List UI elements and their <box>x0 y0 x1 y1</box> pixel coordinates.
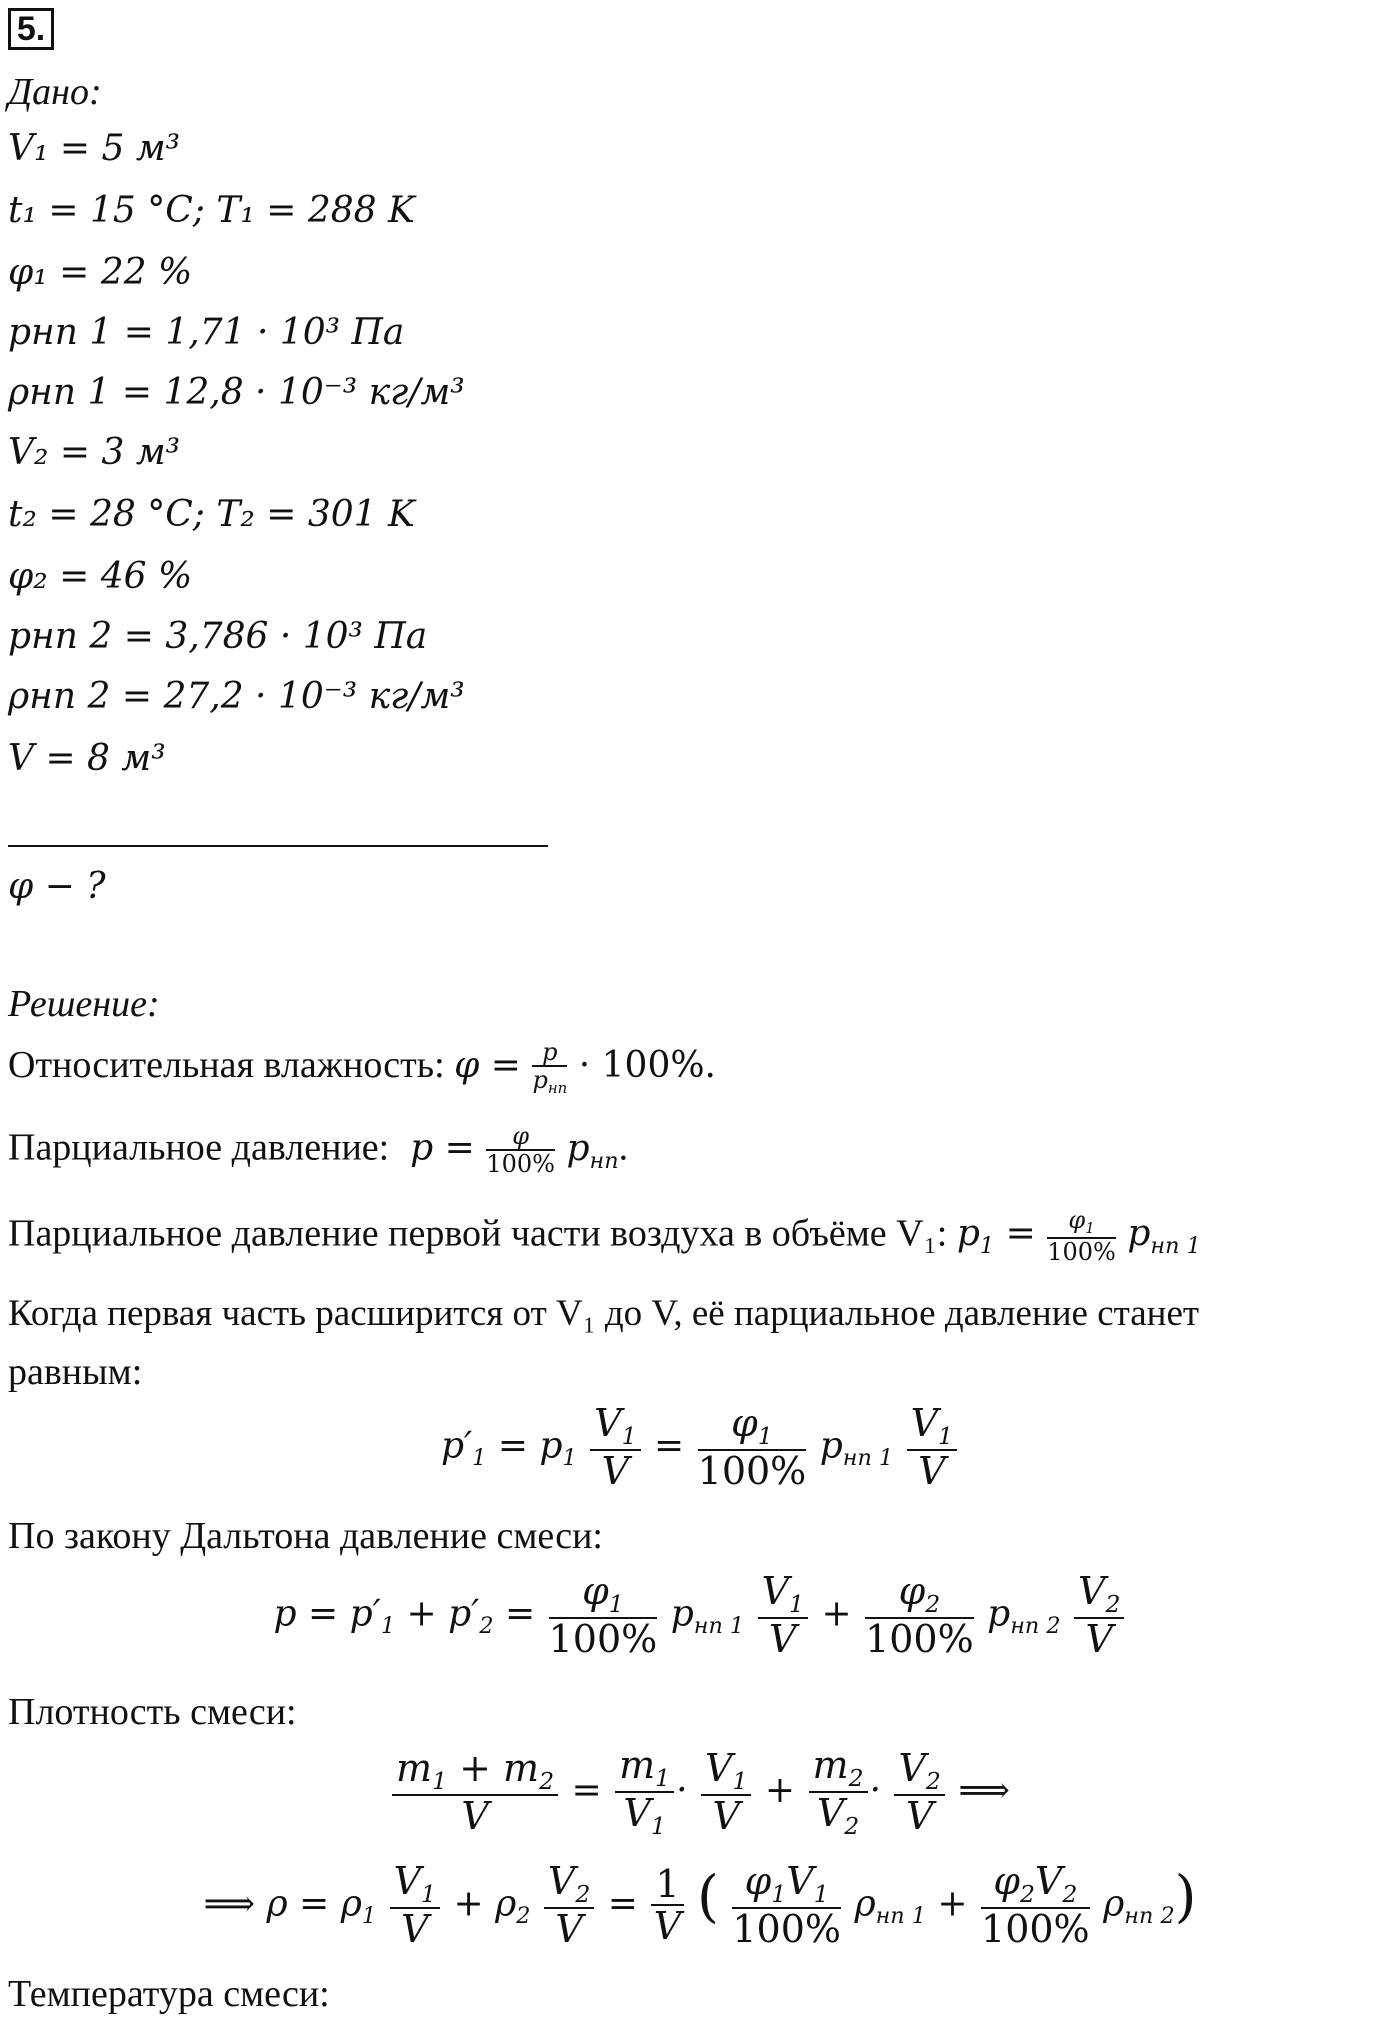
solution-line-partial: Парциальное давление: p = $\frac{\varphi}{100\%}$ $p_{нп}$. <box>8 1122 629 1179</box>
formula-dalton: $p = p'_1 + p'_2$ = $\frac{\varphi_1}{100\%}$ $p_{нп 1}$ $\frac{V_1}{V}$ + $\frac{\varphi_2}{100\%}$ $p_{нп 2}$ $\frac{V_2}{V}$ <box>0 1572 1400 1661</box>
solution-line-first-part: Парциальное давление первой части воздуха в объёме V₁: $p_1$ = $\frac{\varphi_1}{100\%}$ $p_{нп 1}$ <box>8 1206 1201 1266</box>
formula-density-2: ⟹ $\rho = \rho_1$ $\frac{V_1}{V}$ + $\rho_2$ $\frac{V_2}{V}$ = $\frac{1}{V}$ ( $\frac{\varphi_1V_1}{100\%}$ $\rho_{нп 1}$ + $\frac{\varphi_2V_2}{100\%}$ $\rho_{нп 2}$) <box>203 1859 1197 1951</box>
find-line: φ − ? <box>8 866 106 907</box>
given-line-5: ρнп 1 = 12,8 · 10⁻³ кг/м³ <box>8 372 465 413</box>
formula-fraction: $\frac{\varphi_1}{100\%}$ <box>1047 1206 1116 1266</box>
given-line-11: V = 8 м³ <box>8 738 166 779</box>
solution-line-dalton: По закону Дальтона давление смеси: <box>8 1515 603 1557</box>
solution-line-expand-2: равным: <box>8 1351 143 1393</box>
given-divider <box>8 845 548 847</box>
given-line-7: t₂ = 28 °C; T₂ = 301 K <box>8 494 415 535</box>
solution-line-temperature: Температура смеси: <box>8 1973 330 2015</box>
given-line-3: φ₁ = 22 % <box>8 252 193 293</box>
solution-line-expand: Когда первая часть расширится от V₁ до V, её парциальное давление станет <box>8 1293 1200 1334</box>
given-line-9: pнп 2 = 3,786 · 10³ Па <box>8 616 428 657</box>
solution-heading: Решение: <box>8 983 160 1025</box>
given-heading: Дано: <box>8 71 102 113</box>
formula-p1-prime: $p'_1 = p_1$ $\frac{V_1}{V}$ = $\frac{\varphi_1}{100\%}$ $p_{нп 1}$ $\frac{V_1}{V}$ <box>0 1404 1400 1493</box>
given-line-4: pнп 1 = 1,71 · 10³ Па <box>8 312 405 353</box>
formula-density-1: $\frac{m_1 + m_2}{V}$ = $\frac{m_1}{V_1}$ · $\frac{V_1}{V}$ + $\frac{m_2}{V_2}$ · $\frac{V_2}{V}$ ⟹ <box>0 1746 1400 1840</box>
formula-fraction: $\frac{p}{p_{нп}}$ <box>532 1038 568 1098</box>
given-line-10: ρнп 2 = 27,2 · 10⁻³ кг/м³ <box>8 676 465 717</box>
formula-fraction: $\frac{\varphi}{100\%}$ <box>486 1122 555 1179</box>
partial-label: Парциальное давление: <box>8 1126 390 1169</box>
given-line-6: V₂ = 3 м³ <box>8 432 181 473</box>
solution-line-density: Плотность смеси: <box>8 1691 297 1733</box>
given-line-1: V₁ = 5 м³ <box>8 128 181 169</box>
given-line-8: φ₂ = 46 % <box>8 556 193 597</box>
first-part-label: Парциальное давление первой части воздуха в объёме V₁: <box>8 1212 948 1255</box>
problem-number: 5. <box>8 8 54 50</box>
solution-line-humidity: Относительная влажность: φ = $\frac{p}{p_{нп}}$ · 100%. <box>8 1038 716 1098</box>
humidity-label: Относительная влажность: <box>8 1044 445 1087</box>
given-line-2: t₁ = 15 °C; T₁ = 288 K <box>8 190 415 231</box>
